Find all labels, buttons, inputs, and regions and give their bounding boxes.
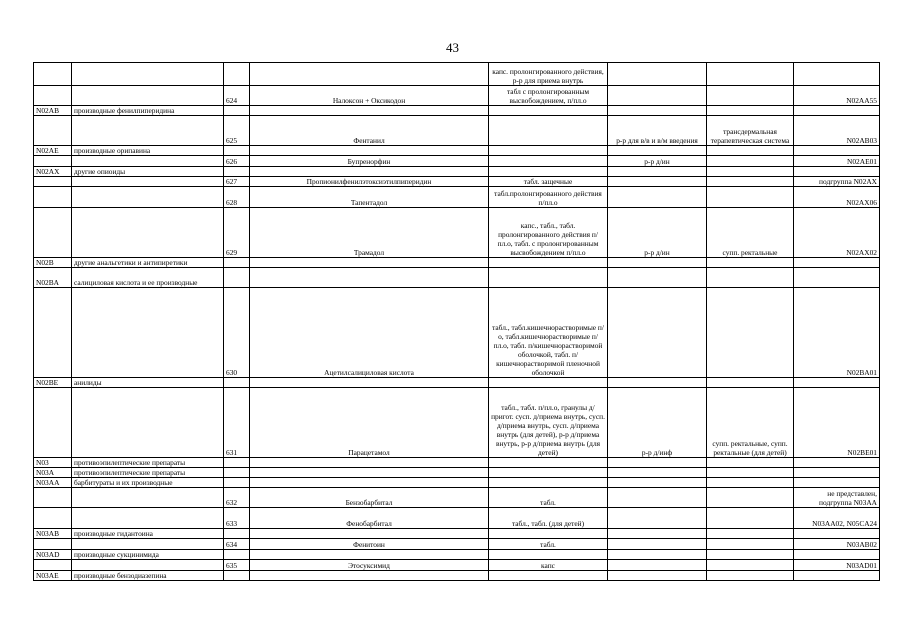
row-number-cell [224, 478, 250, 488]
oral-forms-cell [489, 378, 608, 388]
injection-forms-cell [608, 187, 707, 208]
other-forms-cell [707, 177, 794, 187]
atc-group-code-cell: N02AE [34, 146, 72, 156]
oral-forms-cell [489, 116, 608, 146]
other-forms-cell [707, 478, 794, 488]
row-number-cell [224, 63, 250, 86]
atc-group-code-cell: N02BE [34, 378, 72, 388]
oral-forms-cell: табл.пролонгированного действия п/пл.о [489, 187, 608, 208]
atc-group-code-cell [34, 508, 72, 529]
atc-group-code-cell: N02B [34, 258, 72, 268]
other-forms-cell [707, 550, 794, 560]
injection-forms-cell: р-р для в/в и в/м введения [608, 116, 707, 146]
table-row [34, 146, 880, 156]
injection-forms-cell: р-р д/ин [608, 208, 707, 258]
injection-forms-cell [608, 146, 707, 156]
oral-forms-cell [489, 550, 608, 560]
injection-forms-cell [608, 378, 707, 388]
table-row [34, 388, 880, 458]
drug-name-cell: Парацетамол [250, 388, 489, 458]
atc-code-cell [794, 106, 880, 116]
row-number-cell [224, 106, 250, 116]
atc-code-cell: не представлен, подгруппа N03AA [794, 488, 880, 508]
injection-forms-cell [608, 106, 707, 116]
atc-group-code-cell [34, 539, 72, 550]
oral-forms-cell [489, 167, 608, 177]
drug-name-cell: Трамадол [250, 208, 489, 258]
group-name-cell: салициловая кислота и ее производные [72, 268, 224, 288]
row-number-cell [224, 167, 250, 177]
other-forms-cell [707, 571, 794, 581]
group-name-cell: производные орипавина [72, 146, 224, 156]
injection-forms-cell [608, 458, 707, 468]
group-name-cell [72, 86, 224, 106]
injection-forms-cell: р-р д/инф [608, 388, 707, 458]
atc-group-code-cell: N03AA [34, 478, 72, 488]
other-forms-cell [707, 288, 794, 378]
table-row [34, 560, 880, 571]
table-row [34, 268, 880, 288]
drug-name-cell: Этосуксимид [250, 560, 489, 571]
atc-group-code-cell: N02AB [34, 106, 72, 116]
drug-name-cell [250, 529, 489, 539]
group-name-cell [72, 508, 224, 529]
drug-name-cell [250, 478, 489, 488]
atc-code-cell: N02AX06 [794, 187, 880, 208]
other-forms-cell: супп. ректальные [707, 208, 794, 258]
injection-forms-cell [608, 167, 707, 177]
atc-group-code-cell: N02BA [34, 268, 72, 288]
atc-group-code-cell: N03 [34, 458, 72, 468]
group-name-cell: анилиды [72, 378, 224, 388]
group-name-cell: производные бензодиазепина [72, 571, 224, 581]
table-row [34, 258, 880, 268]
other-forms-cell [707, 488, 794, 508]
oral-forms-cell [489, 258, 608, 268]
atc-code-cell [794, 268, 880, 288]
oral-forms-cell: табл., табл. п/пл.о, гранулы д/пригот. сусп. д/приема внутрь, сусп. д/приема внутрь, сусп. д/приема внутрь (для детей), р-р д/приема внутрь, р-р д/приема внутрь (для детей) [489, 388, 608, 458]
other-forms-cell [707, 63, 794, 86]
atc-code-cell [794, 529, 880, 539]
injection-forms-cell [608, 488, 707, 508]
atc-code-cell [794, 468, 880, 478]
other-forms-cell [707, 529, 794, 539]
oral-forms-cell: табл. защечные [489, 177, 608, 187]
atc-group-code-cell [34, 86, 72, 106]
atc-group-code-cell [34, 208, 72, 258]
row-number-cell: 635 [224, 560, 250, 571]
other-forms-cell [707, 258, 794, 268]
oral-forms-cell: табл., табл. (для детей) [489, 508, 608, 529]
table-row [34, 378, 880, 388]
row-number-cell [224, 458, 250, 468]
atc-code-cell [794, 378, 880, 388]
drug-name-cell [250, 458, 489, 468]
oral-forms-cell: капс., табл., табл. пролонгированного действия п/пл.о, табл. с пролонгированным высвобождением п/пл.о [489, 208, 608, 258]
group-name-cell: другие опиоиды [72, 167, 224, 177]
injection-forms-cell [608, 571, 707, 581]
other-forms-cell [707, 560, 794, 571]
group-name-cell: производные гидантоина [72, 529, 224, 539]
drug-name-cell [250, 258, 489, 268]
table-row [34, 478, 880, 488]
drug-name-cell: Тапентадол [250, 187, 489, 208]
group-name-cell [72, 288, 224, 378]
oral-forms-cell [489, 458, 608, 468]
drug-table [33, 62, 880, 581]
injection-forms-cell [608, 468, 707, 478]
oral-forms-cell [489, 478, 608, 488]
injection-forms-cell: р-р д/ин [608, 156, 707, 167]
group-name-cell: производные фенилпиперидина [72, 106, 224, 116]
other-forms-cell [707, 167, 794, 177]
table-row [34, 488, 880, 508]
atc-group-code-cell [34, 177, 72, 187]
other-forms-cell [707, 468, 794, 478]
other-forms-cell [707, 539, 794, 550]
row-number-cell [224, 268, 250, 288]
row-number-cell [224, 258, 250, 268]
table-row [34, 571, 880, 581]
row-number-cell: 633 [224, 508, 250, 529]
row-number-cell [224, 378, 250, 388]
atc-group-code-cell [34, 187, 72, 208]
table-row [34, 550, 880, 560]
oral-forms-cell: капс [489, 560, 608, 571]
oral-forms-cell: табл. [489, 539, 608, 550]
other-forms-cell [707, 508, 794, 529]
drug-name-cell [250, 378, 489, 388]
atc-code-cell [794, 571, 880, 581]
atc-group-code-cell: N03AD [34, 550, 72, 560]
atc-code-cell: N03AA02, N05CA24 [794, 508, 880, 529]
atc-code-cell: подгруппа N02AX [794, 177, 880, 187]
drug-name-cell: Пропионилфенилэтоксиэтилпиперидин [250, 177, 489, 187]
row-number-cell: 625 [224, 116, 250, 146]
atc-code-cell: N03AB02 [794, 539, 880, 550]
injection-forms-cell [608, 539, 707, 550]
injection-forms-cell [608, 177, 707, 187]
drug-name-cell: Фенобарбитал [250, 508, 489, 529]
row-number-cell: 634 [224, 539, 250, 550]
table-row [34, 63, 880, 86]
table-row [34, 116, 880, 146]
drug-name-cell: Бензобарбитал [250, 488, 489, 508]
group-name-cell [72, 63, 224, 86]
atc-group-code-cell [34, 63, 72, 86]
atc-code-cell: N02AX02 [794, 208, 880, 258]
drug-name-cell [250, 571, 489, 581]
injection-forms-cell [608, 529, 707, 539]
other-forms-cell [707, 268, 794, 288]
group-name-cell [72, 388, 224, 458]
row-number-cell: 629 [224, 208, 250, 258]
atc-group-code-cell [34, 156, 72, 167]
group-name-cell [72, 488, 224, 508]
atc-code-cell: N02AB03 [794, 116, 880, 146]
oral-forms-cell [489, 106, 608, 116]
row-number-cell: 631 [224, 388, 250, 458]
drug-name-cell: Фенитоин [250, 539, 489, 550]
group-name-cell [72, 187, 224, 208]
group-name-cell [72, 208, 224, 258]
page-number: 43 [446, 40, 459, 55]
group-name-cell: противоэпилептические препараты [72, 458, 224, 468]
atc-code-cell: N02AA55 [794, 86, 880, 106]
row-number-cell [224, 146, 250, 156]
table-row [34, 106, 880, 116]
drug-name-cell [250, 468, 489, 478]
table-row [34, 187, 880, 208]
atc-group-code-cell [34, 560, 72, 571]
group-name-cell [72, 156, 224, 167]
oral-forms-cell [489, 146, 608, 156]
row-number-cell [224, 571, 250, 581]
oral-forms-cell: табл. [489, 488, 608, 508]
injection-forms-cell [608, 268, 707, 288]
group-name-cell: барбитураты и их производные [72, 478, 224, 488]
drug-name-cell [250, 268, 489, 288]
drug-name-cell [250, 167, 489, 177]
group-name-cell [72, 177, 224, 187]
other-forms-cell [707, 86, 794, 106]
atc-group-code-cell [34, 488, 72, 508]
table-row [34, 288, 880, 378]
other-forms-cell: супп. ректальные, супп. ректальные (для детей) [707, 388, 794, 458]
table-row [34, 539, 880, 550]
other-forms-cell [707, 187, 794, 208]
atc-code-cell: N02AE01 [794, 156, 880, 167]
atc-code-cell: N02BE01 [794, 388, 880, 458]
atc-group-code-cell: N03A [34, 468, 72, 478]
other-forms-cell [707, 458, 794, 468]
row-number-cell: 624 [224, 86, 250, 106]
table-row [34, 177, 880, 187]
table-row [34, 86, 880, 106]
atc-code-cell: N02BA01 [794, 288, 880, 378]
atc-code-cell [794, 550, 880, 560]
oral-forms-cell: капс. пролонгированного действия, р-р для приема внутрь [489, 63, 608, 86]
drug-name-cell: Бупренорфин [250, 156, 489, 167]
drug-name-cell: Налоксон + Оксикодон [250, 86, 489, 106]
atc-code-cell [794, 146, 880, 156]
table-row [34, 167, 880, 177]
oral-forms-cell [489, 268, 608, 288]
table-row [34, 208, 880, 258]
other-forms-cell [707, 156, 794, 167]
atc-group-code-cell [34, 116, 72, 146]
injection-forms-cell [608, 508, 707, 529]
atc-group-code-cell [34, 388, 72, 458]
group-name-cell [72, 116, 224, 146]
atc-group-code-cell: N03AB [34, 529, 72, 539]
row-number-cell: 628 [224, 187, 250, 208]
table-row [34, 508, 880, 529]
row-number-cell [224, 550, 250, 560]
group-name-cell: противоэпилептические препараты [72, 468, 224, 478]
row-number-cell: 630 [224, 288, 250, 378]
atc-group-code-cell: N03AE [34, 571, 72, 581]
atc-code-cell [794, 458, 880, 468]
oral-forms-cell: табл с пролонгированным высвобождением, п/пл.о [489, 86, 608, 106]
oral-forms-cell [489, 571, 608, 581]
injection-forms-cell [608, 288, 707, 378]
group-name-cell: другие анальгетики и антипиретики [72, 258, 224, 268]
table-row [34, 156, 880, 167]
oral-forms-cell [489, 468, 608, 478]
injection-forms-cell [608, 478, 707, 488]
atc-code-cell [794, 478, 880, 488]
drug-name-cell: Фентанил [250, 116, 489, 146]
table-row [34, 458, 880, 468]
injection-forms-cell [608, 63, 707, 86]
row-number-cell: 632 [224, 488, 250, 508]
other-forms-cell [707, 106, 794, 116]
injection-forms-cell [608, 550, 707, 560]
group-name-cell [72, 560, 224, 571]
oral-forms-cell: табл., табл.кишечнорастворимые п/о, табл.кишечнорастворимые п/пл.о, табл. п/кишечнорастворимой оболочкой, табл. п/кишечнорастворимой пленочной оболочкой [489, 288, 608, 378]
drug-name-cell [250, 550, 489, 560]
group-name-cell: производные сукцинимида [72, 550, 224, 560]
injection-forms-cell [608, 560, 707, 571]
drug-name-cell [250, 146, 489, 156]
drug-name-cell [250, 63, 489, 86]
oral-forms-cell [489, 529, 608, 539]
atc-code-cell: N03AD01 [794, 560, 880, 571]
table-row [34, 529, 880, 539]
row-number-cell: 626 [224, 156, 250, 167]
drug-name-cell [250, 106, 489, 116]
other-forms-cell [707, 146, 794, 156]
oral-forms-cell [489, 156, 608, 167]
table-row [34, 468, 880, 478]
atc-code-cell [794, 258, 880, 268]
atc-code-cell [794, 167, 880, 177]
row-number-cell [224, 529, 250, 539]
row-number-cell [224, 468, 250, 478]
other-forms-cell: трансдермальная терапевтическая система [707, 116, 794, 146]
injection-forms-cell [608, 258, 707, 268]
group-name-cell [72, 539, 224, 550]
injection-forms-cell [608, 86, 707, 106]
atc-group-code-cell: N02AX [34, 167, 72, 177]
atc-group-code-cell [34, 288, 72, 378]
other-forms-cell [707, 378, 794, 388]
atc-code-cell [794, 63, 880, 86]
row-number-cell: 627 [224, 177, 250, 187]
drug-name-cell: Ацетилсалициловая кислота [250, 288, 489, 378]
